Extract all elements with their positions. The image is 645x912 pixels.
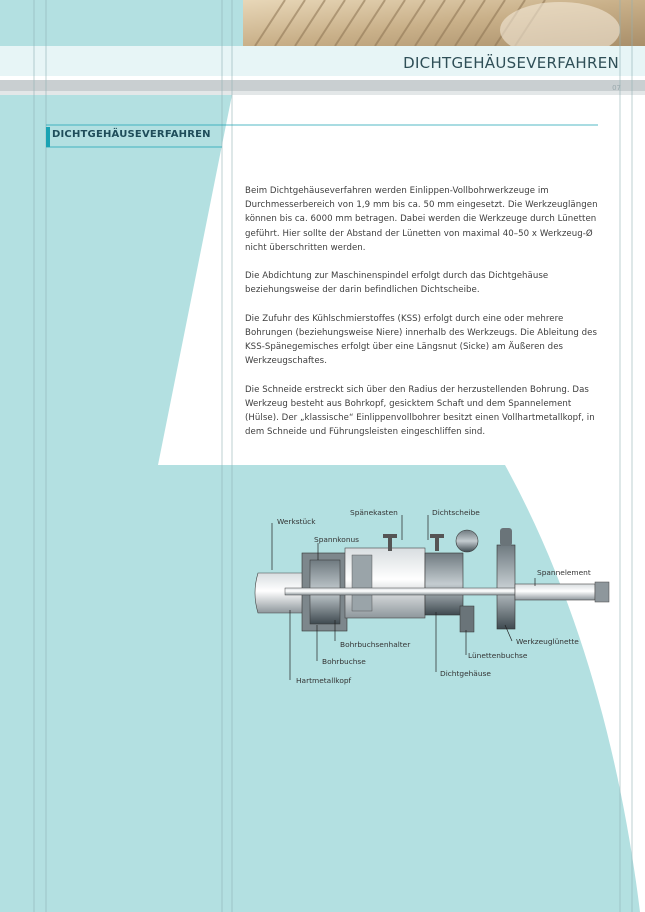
- label-spaenekasten: Spänekasten: [350, 508, 398, 517]
- label-hartmetallkopf: Hartmetallkopf: [296, 676, 352, 685]
- label-spannkonus: Spannkonus: [314, 535, 360, 544]
- label-spannelement: Spannelement: [537, 568, 591, 577]
- label-werkzeugluenette: Werkzeuglünette: [516, 637, 579, 646]
- paragraph: Die Abdichtung zur Maschinenspindel erfolgt durch das Dichtgehäuse beziehungsweise der darin befindlichen Dichtscheibe.: [245, 271, 549, 296]
- label-bohrbuchsenhalter: Bohrbuchsenhalter: [340, 640, 411, 649]
- label-dichtscheibe: Dichtscheibe: [432, 508, 480, 517]
- body-text: [245, 184, 605, 454]
- label-werkstueck: Werkstück: [277, 517, 316, 526]
- paragraph: Die Zufuhr des Kühlschmierstoffes (KSS) erfolgt durch eine oder mehrere Bohrungen (beziehungsweise Niere) innerhalb des Werkzeugs. Die Ableitung des KSS-Spänegemisches erfolgt über eine Längsnut (Sicke) am Äußeren des Werkzeugschaftes.: [245, 313, 598, 367]
- section-title: DICHTGEHÄUSEVERFAHREN: [52, 129, 211, 140]
- label-bohrbuchse: Bohrbuchse: [322, 657, 366, 666]
- label-dichtgehaeuse: Dichtgehäuse: [440, 669, 491, 678]
- page-number: 07: [612, 84, 621, 92]
- section-accent-bar: [46, 127, 50, 147]
- gray-band: [0, 80, 645, 91]
- header-title: DICHTGEHÄUSEVERFAHREN: [403, 54, 619, 72]
- label-luenettenbuchse: Lünettenbuchse: [468, 651, 528, 660]
- paragraph: Die Schneide erstreckt sich über den Radius der herzustellenden Bohrung. Das Werkzeug besteht aus Bohrkopf, gesicktem Schaft und dem Spannelement (Hülse). Der „klassische“ Einlippenvollbohrer besitzt einen Vollhartmetallkopf, in dem Schneide und Führungsleisten eingeschliffen sind.: [245, 384, 595, 438]
- paragraph: Beim Dichtgehäuseverfahren werden Einlippen-Vollbohrwerkzeuge im Durchmesserbereich von 1,9 mm bis ca. 50 mm eingesetzt. Die Werkzeuglängen können bis ca. 6000 mm betragen. Dabei werden die Werkzeuge durch Lünetten geführt. Hier sollte der Abstand der Lünetten von maximal 40–50 x Werkzeug-Ø nicht überschritten werden.: [245, 186, 598, 253]
